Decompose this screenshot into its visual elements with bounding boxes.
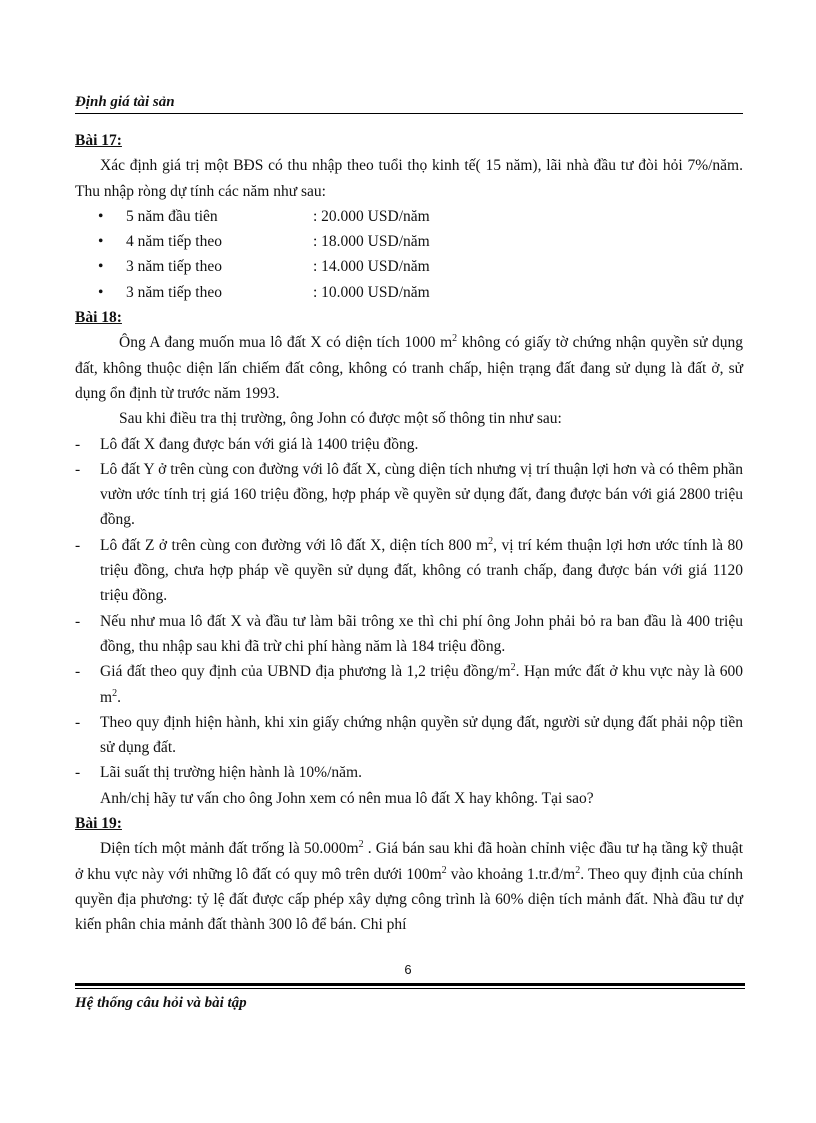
item-text: Giá đất theo quy định của UBND địa phương là 1,2 triệu đồng/m xyxy=(100,663,511,681)
text-run: Ông A đang muốn mua lô đất X có diện tích 1000 m xyxy=(119,334,453,352)
item-text: Lãi suất thị trường hiện hành là 10%/năm. xyxy=(100,764,362,782)
bai18-info-list xyxy=(75,432,743,786)
item-text: . xyxy=(117,688,121,706)
list-item xyxy=(75,204,743,229)
item-value: : 14.000 USD/năm xyxy=(313,258,430,276)
item-label: 4 năm tiếp theo xyxy=(126,233,222,251)
list-item xyxy=(75,710,743,761)
dash-marker: - xyxy=(75,713,81,731)
list-item xyxy=(75,254,743,279)
bai18-question: Anh/chị hãy tư vấn cho ông John xem có nên mua lô đất X hay không. Tại sao? xyxy=(100,789,594,807)
list-item xyxy=(75,229,743,254)
dash-marker: - xyxy=(75,536,81,554)
item-value: : 10.000 USD/năm xyxy=(313,283,430,301)
bai17-income-list xyxy=(75,204,743,305)
header-title: Định giá tài sản xyxy=(75,94,175,110)
bullet-icon: • xyxy=(98,283,104,301)
page-content xyxy=(75,128,743,938)
footer-rule-thick xyxy=(75,983,745,986)
dash-marker: - xyxy=(75,663,81,681)
item-text: Lô đất Y ở trên cùng con đường với lô đất X, cùng diện tích nhưng vị trí thuận lợi hơn và có thêm phần vườn ước tính trị giá 160 triệu đồng, hợp pháp về quyền sử dụng đất, đang được bán với giá 2800 triệu đồng. xyxy=(100,460,743,529)
item-text: Theo quy định hiện hành, khi xin giấy chứng nhận quyền sử dụng đất, người sử dụng đất phải nộp tiền sử dụng đất. xyxy=(100,713,743,757)
item-text: Lô đất Z ở trên cùng con đường với lô đất X, diện tích 800 m xyxy=(100,536,489,554)
bullet-icon: • xyxy=(98,207,104,225)
item-text: Lô đất X đang được bán với giá là 1400 triệu đồng. xyxy=(100,435,419,453)
superscript: 2 xyxy=(112,687,118,699)
text-run: vào khoảng 1.tr.đ/m xyxy=(446,865,576,883)
item-label: 5 năm đầu tiên xyxy=(126,207,218,225)
page-number: 6 xyxy=(404,962,412,977)
superscript: 2 xyxy=(488,535,494,547)
text-run: . Theo quy định của chính quyền địa phương: tỷ lệ đất được cấp phép xây dựng công trình là 60% diện tích mảnh đất. Nhà đầu tư dự kiến phân chia mảnh đất thành 300 lô để bán. Chi phí xyxy=(75,865,743,934)
text-run: Diện tích một mảnh đất trống là 50.000m xyxy=(100,840,359,858)
bai18-heading: Bài 18: xyxy=(75,309,122,327)
dash-marker: - xyxy=(75,612,81,630)
superscript: 2 xyxy=(452,333,458,345)
footer-rule-thin xyxy=(75,988,745,989)
item-text: . Hạn mức đất ở khu vực này là 600 m xyxy=(100,663,743,706)
item-label: 3 năm tiếp theo xyxy=(126,258,222,276)
list-item xyxy=(75,280,743,305)
bai19-paragraph xyxy=(75,836,743,937)
list-item xyxy=(75,609,743,660)
bai18-paragraph-2: Sau khi điều tra thị trường, ông John có được một số thông tin như sau: xyxy=(119,410,562,428)
bullet-icon: • xyxy=(98,258,104,276)
item-value: : 20.000 USD/năm xyxy=(313,207,430,225)
superscript: 2 xyxy=(575,864,581,876)
item-text: , vị trí kém thuận lợi hơn ước tính là 80 triệu đồng, chưa hợp pháp về quyền sử dụng đất, không có tranh chấp, đang được bán với giá 1120 triệu đồng. xyxy=(100,536,743,605)
list-item xyxy=(75,760,743,785)
header-rule xyxy=(75,113,743,114)
dash-marker: - xyxy=(75,460,81,478)
item-value: : 18.000 USD/năm xyxy=(313,233,430,251)
footer-title: Hệ thống câu hỏi và bài tập xyxy=(75,995,247,1011)
item-text: Nếu như mua lô đất X và đầu tư làm bãi trông xe thì chi phí ông John phải bỏ ra ban đầu là 400 triệu đồng, thu nhập sau khi đã trừ chi phí hàng năm là 184 triệu đồng. xyxy=(100,612,743,655)
bai19-heading: Bài 19: xyxy=(75,815,122,833)
list-item xyxy=(75,659,743,710)
text-run: . Giá bán sau khi đã hoàn chỉnh việc đầu tư hạ tầng kỹ thuật ở khu vực này với những lô đất có quy mô trên dưới 100m xyxy=(75,840,743,883)
item-label: 3 năm tiếp theo xyxy=(126,283,222,301)
bai17-heading: Bài 17: xyxy=(75,132,122,149)
superscript: 2 xyxy=(510,662,516,674)
text-run: không có giấy tờ chứng nhận quyền sử dụng đất, không thuộc diện lấn chiếm đất công, không có tranh chấp, hiện trạng đất đang sử dụng là đất ở, sử dụng ổn định từ trước năm 1993. xyxy=(75,334,743,402)
bai18-paragraph-1 xyxy=(75,330,743,406)
bai17-intro: Xác định giá trị một BĐS có thu nhập theo tuổi thọ kinh tế( 15 năm), lãi nhà đầu tư đòi hỏi 7%/năm. Thu nhập ròng dự tính các năm như sau: xyxy=(75,157,743,200)
list-item xyxy=(75,432,743,457)
list-item xyxy=(75,533,743,609)
dash-marker: - xyxy=(75,435,81,453)
list-item xyxy=(75,457,743,533)
bullet-icon: • xyxy=(98,233,104,251)
superscript: 2 xyxy=(358,839,364,851)
dash-marker: - xyxy=(75,764,81,782)
superscript: 2 xyxy=(441,864,447,876)
